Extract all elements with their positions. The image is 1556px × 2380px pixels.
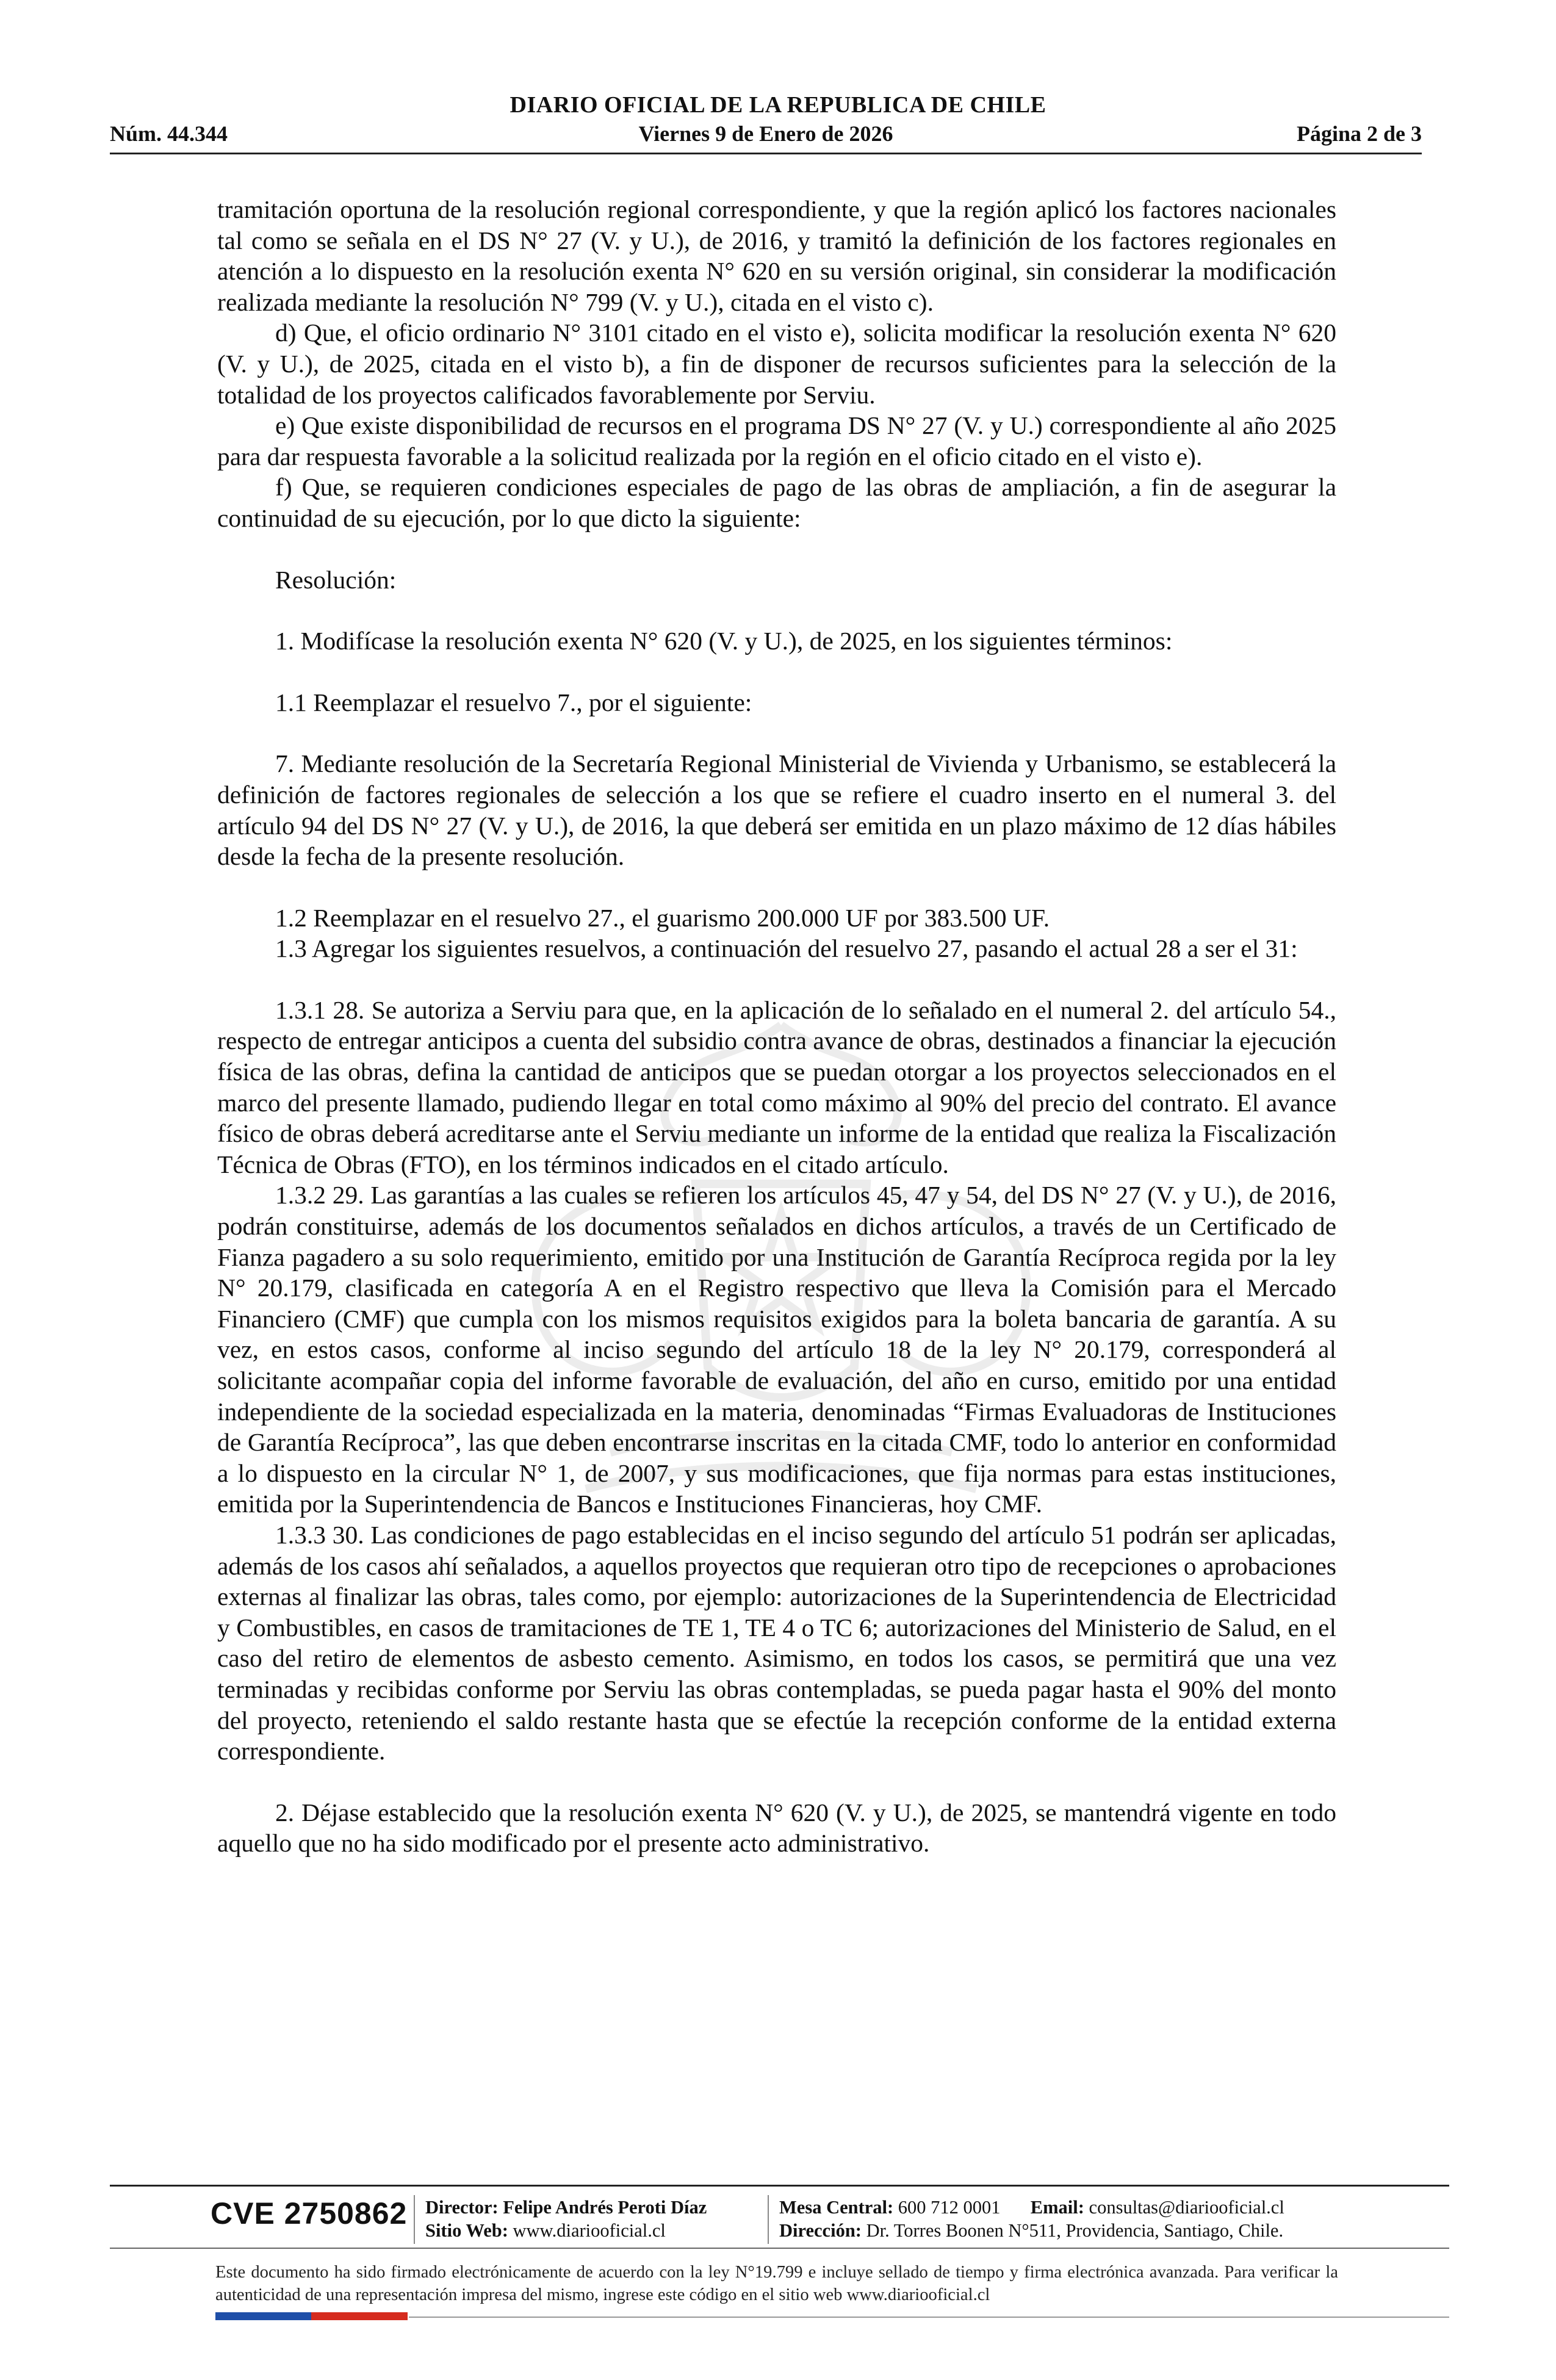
- paragraph-considerando-f: f) Que, se requieren condiciones especiales de pago de las obras de ampliación, a fin de asegurar la continuidad de su ejecución, por lo que dicto la siguiente:: [217, 473, 1336, 532]
- footer-separator: [414, 2195, 415, 2244]
- cve-code: CVE 2750862: [211, 2196, 408, 2230]
- page-indicator: Página 2 de 3: [1296, 121, 1422, 146]
- paragraph-resuelvo-1-1: 1.1 Reemplazar el resuelvo 7., por el siguiente:: [275, 688, 752, 716]
- paragraph-resuelvo-1-3-3: 1.3.3 30. Las condiciones de pago establecidas en el inciso segundo del artículo 51 podrán ser aplicadas, además de los casos ahí señalados, a aquellos proyectos que requieran otro tipo de recepciones o aprobaciones externas al finalizar las obras, tales como, por ejemplo: autorizaciones de la Superintendencia de Electricidad y Combustibles, en casos de tramitaciones de TE 1, TE 4 o TC 6; autorizaciones del Ministerio de Salud, en el caso del retiro de elementos de asbesto cemento. Asimismo, en todos los casos, se permitirá que una vez terminadas y recibidas conforme por Serviu las obras contempladas, se pueda pagar hasta el 90% del monto del proyecto, reteniendo el saldo restante hasta que se efectúe la recepción conforme de la entidad externa correspondiente.: [217, 1520, 1336, 1765]
- phone-number: 600 712 0001: [898, 2197, 1001, 2218]
- footer-top-divider: [110, 2185, 1449, 2187]
- email-link[interactable]: consultas@diariooficial.cl: [1089, 2197, 1284, 2218]
- phone-label: Mesa Central:: [779, 2197, 894, 2218]
- address-line: [779, 2219, 1283, 2242]
- paragraph-resuelvo-1-2: 1.2 Reemplazar en el resuelvo 27., el guarismo 200.000 UF por 383.500 UF.: [275, 903, 1050, 932]
- document-body: [217, 194, 1336, 1859]
- director-line: [425, 2196, 707, 2219]
- flag-blue-band: [215, 2312, 311, 2320]
- chile-flag-stripe: [215, 2312, 408, 2320]
- header-row: [110, 121, 1422, 151]
- paragraph-resuelvo-2: 2. Déjase establecido que la resolución exenta N° 620 (V. y U.), de 2025, se mantendrá vigente en todo aquello que no ha sido modificado por el presente acto administrativo.: [217, 1798, 1336, 1858]
- paragraph-resuelvo-1-3-2: 1.3.2 29. Las garantías a las cuales se refieren los artículos 45, 47 y 54, del DS N° 27 (V. y U.), de 2016, podrán constituirse, además de los documentos señalados en dichos artículos, a través de un Certificado de Fianza pagadero a su solo requerimiento, emitido por una Institución de Garantía Recíproca regida por la ley N° 20.179, clasificada en categoría A en el Registro respectivo que lleva la Comisión para el Mercado Financiero (CMF) que cumpla con los mismos requisitos exigidos para la boleta bancaria de garantía. A su vez, en estos casos, conforme al inciso segundo del artículo 18 de la ley N° 20.179, corresponderá al solicitante acompañar copia del informe favorable de evaluación, del año en curso, emitido por una entidad independiente de la sociedad especializada en la materia, denominadas “Firmas Evaluadoras de Instituciones de Garantía Recíproca”, las que deben encontrarse inscritas en la citada CMF, todo lo anterior en conformidad a lo dispuesto en la circular N° 1, de 2007, y sus modificaciones, que fija normas para estas instituciones, emitida por la Superintendencia de Bancos e Instituciones Financieras, hoy CMF.: [217, 1181, 1336, 1518]
- contact-line: [779, 2196, 1284, 2219]
- issue-number: Núm. 44.344: [110, 121, 228, 146]
- paragraph-resuelvo-1: 1. Modifícase la resolución exenta N° 620 (V. y U.), de 2025, en los siguientes términos:: [275, 627, 1173, 655]
- footer-separator: [768, 2195, 769, 2244]
- gazette-title: DIARIO OFICIAL DE LA REPUBLICA DE CHILE: [510, 92, 1046, 118]
- website-label: Sitio Web:: [425, 2220, 508, 2241]
- resolution-heading: Resolución:: [275, 565, 397, 594]
- director-name: Felipe Andrés Peroti Díaz: [503, 2197, 707, 2218]
- paragraph-considerando-d: d) Que, el oficio ordinario N° 3101 citado en el visto e), solicita modificar la resolución exenta N° 620 (V. y U.), de 2025, citada en el visto b), a fin de disponer de recursos suficientes para la selección de la totalidad de los proyectos calificados favorablemente por Serviu.: [217, 319, 1336, 409]
- footer-mid-divider: [110, 2248, 1449, 2249]
- paragraph-continuation: tramitación oportuna de la resolución regional correspondiente, y que la región aplicó los factores nacionales tal como se señala en el DS N° 27 (V. y U.), de 2016, y tramitó la definición de los factores regionales en atención a lo dispuesto en la resolución exenta N° 620 en su versión original, sin considerar la modificación realizada mediante la resolución N° 799 (V. y U.), citada en el visto c).: [217, 195, 1336, 316]
- address-label: Dirección:: [779, 2220, 862, 2241]
- paragraph-resuelvo-1-3: 1.3 Agregar los siguientes resuelvos, a continuación del resuelvo 27, pasando el actual 28 a ser el 31:: [275, 934, 1298, 963]
- paragraph-considerando-e: e) Que existe disponibilidad de recursos en el programa DS N° 27 (V. y U.) correspondiente al año 2025 para dar respuesta favorable a la solicitud realizada por la región en el oficio citado en el visto e).: [217, 411, 1336, 471]
- director-label: Director:: [425, 2197, 499, 2218]
- paragraph-resuelvo-1-3-1: 1.3.1 28. Se autoriza a Serviu para que, en la aplicación de lo señalado en el numeral 2. del artículo 54., respecto de entregar anticipos a cuenta del subsidio contra avance de obras, destinados a financiar la ejecución física de las obras, defina la cantidad de anticipos que se puedan otorgar a los proyectos seleccionados en el marco del presente llamado, pudiendo llegar en total como máximo al 90% del precio del contrato. El avance físico de obras deberá acreditarse ante el Serviu mediante un informe de la entidad que realiza la Fiscalización Técnica de Obras (FTO), en los términos indicados en el citado artículo.: [217, 995, 1336, 1178]
- email-label: Email:: [1030, 2197, 1084, 2218]
- address-value: Dr. Torres Boonen N°511, Providencia, Santiago, Chile.: [866, 2220, 1284, 2241]
- electronic-signature-notice: Este documento ha sido firmado electrónicamente de acuerdo con la ley N°19.799 e incluye sellado de tiempo y firma electrónica avanzada. Para verificar la autenticidad de una representación impresa del mismo, ingrese este código en el sitio web www.diariooficial.cl: [215, 2263, 1338, 2304]
- issue-date: Viernes 9 de Enero de 2026: [638, 121, 893, 146]
- footer-bottom-divider: [409, 2317, 1449, 2318]
- paragraph-resuelvo-7: 7. Mediante resolución de la Secretaría Regional Ministerial de Vivienda y Urbanismo, se establecerá la definición de factores regionales de selección a los que se refiere el cuadro inserto en el numeral 3. del artículo 94 del DS N° 27 (V. y U.), de 2016, la que deberá ser emitida en un plazo máximo de 12 días hábiles desde la fecha de la presente resolución.: [217, 749, 1336, 871]
- header-divider: [110, 153, 1422, 154]
- website-line: [425, 2219, 666, 2242]
- website-link[interactable]: www.diariooficial.cl: [513, 2220, 666, 2241]
- flag-red-band: [311, 2312, 408, 2320]
